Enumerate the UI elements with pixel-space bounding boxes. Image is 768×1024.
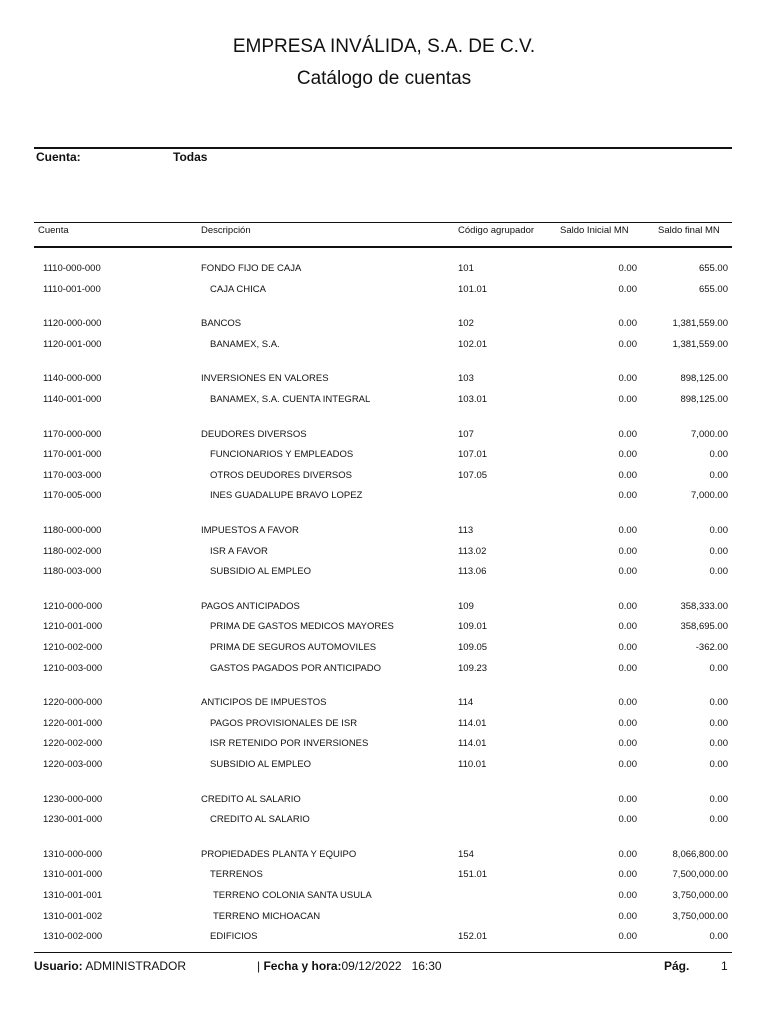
account-number: 1120-001-000 xyxy=(43,338,102,350)
grouping-code: 101 xyxy=(458,263,474,274)
account-description: FUNCIONARIOS Y EMPLEADOS xyxy=(210,449,354,461)
filter-label: Cuenta: xyxy=(36,150,81,164)
account-description: TERRENO COLONIA SANTA USULA xyxy=(213,890,372,901)
user-value: ADMINISTRADOR xyxy=(85,959,187,973)
account-number: 1170-003-000 xyxy=(43,469,102,481)
account-number: 1170-000-000 xyxy=(43,428,102,440)
account-description: ANTICIPOS DE IMPUESTOS xyxy=(201,697,327,709)
opening-balance: 0.00 xyxy=(618,373,637,385)
account-number: 1140-001-000 xyxy=(43,394,102,405)
closing-balance: 8,066,800.00 xyxy=(672,848,728,860)
opening-balance: 0.00 xyxy=(618,662,637,674)
table-row xyxy=(0,490,768,510)
opening-balance: 0.00 xyxy=(618,600,637,612)
grouping-code: 113.06 xyxy=(458,566,487,578)
footer-date: 09/12/2022 xyxy=(341,959,402,973)
grouping-code: 107.05 xyxy=(458,469,488,481)
table-row xyxy=(0,718,768,738)
closing-balance: 3,750,000.00 xyxy=(672,890,728,901)
user-label: Usuario: xyxy=(34,959,83,973)
grouping-code: 154 xyxy=(458,848,474,860)
opening-balance: 0.00 xyxy=(618,869,637,881)
account-number: 1180-002-000 xyxy=(43,545,102,557)
account-number: 1220-000-000 xyxy=(43,697,103,709)
page-label: Pág. xyxy=(664,959,690,973)
footer-separator: | xyxy=(257,959,261,973)
account-description: PRIMA DE SEGUROS AUTOMOVILES xyxy=(210,642,377,653)
closing-balance: 655.00 xyxy=(698,263,728,274)
grouping-code: 151.01 xyxy=(458,869,488,881)
grouping-code: 114.01 xyxy=(458,738,487,750)
opening-balance: 0.00 xyxy=(618,490,637,502)
closing-balance: 358,695.00 xyxy=(680,621,728,633)
grouping-code: 114.01 xyxy=(458,717,487,729)
grouping-code: 102 xyxy=(458,318,474,330)
grouping-code: 152.01 xyxy=(458,931,488,943)
account-description: CREDITO AL SALARIO xyxy=(201,793,301,805)
opening-balance: 0.00 xyxy=(618,931,637,943)
table-row xyxy=(0,449,768,469)
table-row xyxy=(0,429,768,449)
opening-balance: 0.00 xyxy=(618,449,637,461)
closing-balance: 1,381,559.00 xyxy=(672,318,728,330)
table-row xyxy=(0,931,768,951)
account-description: INES GUADALUPE BRAVO LOPEZ xyxy=(210,490,363,502)
footer-user xyxy=(34,959,186,973)
table-row xyxy=(0,525,768,545)
table-row xyxy=(0,263,768,283)
closing-balance: 3,750,000.00 xyxy=(672,910,728,922)
opening-balance: 0.00 xyxy=(618,848,637,860)
closing-balance: 7,000.00 xyxy=(691,428,728,440)
account-number: 1210-001-000 xyxy=(43,621,103,633)
grouping-code: 102.01 xyxy=(458,338,488,350)
table-row xyxy=(0,601,768,621)
header-top-divider xyxy=(34,222,732,223)
account-number: 1310-001-000 xyxy=(43,869,103,881)
account-number: 1230-001-000 xyxy=(43,814,103,826)
opening-balance: 0.00 xyxy=(618,717,637,729)
grouping-code: 109 xyxy=(458,600,474,612)
account-description: EDIFICIOS xyxy=(210,931,258,943)
closing-balance: 0.00 xyxy=(709,717,728,729)
grouping-code: 107 xyxy=(458,428,474,440)
table-row xyxy=(0,849,768,869)
closing-balance: 0.00 xyxy=(709,566,728,578)
table-row xyxy=(0,284,768,304)
col-header-saldo-inicial: Saldo Inicial MN xyxy=(560,225,629,236)
opening-balance: 0.00 xyxy=(618,621,637,633)
closing-balance: 898,125.00 xyxy=(680,373,728,385)
col-header-codigo: Código agrupador xyxy=(458,225,535,236)
col-header-saldo-final: Saldo final MN xyxy=(658,225,720,236)
account-number: 1110-001-000 xyxy=(43,283,101,295)
top-divider xyxy=(34,147,732,149)
table-row xyxy=(0,373,768,393)
grouping-code: 113.02 xyxy=(458,545,487,557)
closing-balance: 1,381,559.00 xyxy=(672,338,728,350)
opening-balance: 0.00 xyxy=(618,793,637,805)
closing-balance: 0.00 xyxy=(709,469,728,481)
account-number: 1140-000-000 xyxy=(43,373,102,385)
table-row xyxy=(0,339,768,359)
opening-balance: 0.00 xyxy=(618,642,637,653)
account-number: 1310-001-001 xyxy=(43,890,103,901)
grouping-code: 107.01 xyxy=(458,449,488,461)
report-title: Catálogo de cuentas xyxy=(296,68,472,89)
grouping-code: 109.01 xyxy=(458,621,488,633)
grouping-code: 109.05 xyxy=(458,642,488,653)
col-header-descripcion: Descripción xyxy=(201,225,251,236)
account-number: 1180-000-000 xyxy=(43,525,102,536)
account-description: PAGOS PROVISIONALES DE ISR xyxy=(210,717,358,729)
account-description: CREDITO AL SALARIO xyxy=(210,814,310,826)
account-description: CAJA CHICA xyxy=(210,283,266,295)
account-number: 1180-003-000 xyxy=(43,566,102,578)
account-description: PROPIEDADES PLANTA Y EQUIPO xyxy=(201,848,357,860)
closing-balance: 0.00 xyxy=(709,449,728,461)
account-description: BANAMEX, S.A. xyxy=(210,338,280,350)
account-number: 1170-005-000 xyxy=(43,490,102,502)
closing-balance: 0.00 xyxy=(709,931,728,943)
account-description: SUBSIDIO AL EMPLEO xyxy=(210,759,312,770)
grouping-code: 109.23 xyxy=(458,662,488,674)
opening-balance: 0.00 xyxy=(618,697,637,709)
opening-balance: 0.00 xyxy=(618,394,637,405)
closing-balance: 7,500,000.00 xyxy=(672,869,728,881)
table-row xyxy=(0,869,768,889)
closing-balance: 0.00 xyxy=(709,525,728,536)
opening-balance: 0.00 xyxy=(618,283,637,295)
account-description: DEUDORES DIVERSOS xyxy=(201,428,307,440)
table-row xyxy=(0,738,768,758)
table-row xyxy=(0,911,768,931)
account-number: 1210-000-000 xyxy=(43,600,103,612)
table-row xyxy=(0,566,768,586)
closing-balance: 0.00 xyxy=(709,662,728,674)
page-number: 1 xyxy=(721,959,728,973)
grouping-code: 101.01 xyxy=(458,283,488,295)
table-row xyxy=(0,394,768,414)
table-row xyxy=(0,318,768,338)
table-row xyxy=(0,814,768,834)
account-description: BANCOS xyxy=(201,318,242,330)
opening-balance: 0.00 xyxy=(618,318,637,330)
account-description: PRIMA DE GASTOS MEDICOS MAYORES xyxy=(210,621,394,633)
grouping-code: 110.01 xyxy=(458,759,487,770)
closing-balance: 655.00 xyxy=(698,283,728,295)
opening-balance: 0.00 xyxy=(618,428,637,440)
header-bottom-divider xyxy=(34,246,732,248)
table-row xyxy=(0,642,768,662)
account-description: PAGOS ANTICIPADOS xyxy=(201,600,300,612)
table-row xyxy=(0,890,768,910)
account-number: 1110-000-000 xyxy=(43,263,101,274)
grouping-code: 103 xyxy=(458,373,474,385)
account-number: 1170-001-000 xyxy=(43,449,102,461)
account-number: 1120-000-000 xyxy=(43,318,102,330)
opening-balance: 0.00 xyxy=(618,338,637,350)
table-row xyxy=(0,663,768,683)
closing-balance: 358,333.00 xyxy=(680,600,728,612)
col-header-cuenta: Cuenta xyxy=(38,225,69,236)
account-number: 1310-000-000 xyxy=(43,848,103,860)
account-description: OTROS DEUDORES DIVERSOS xyxy=(210,469,352,481)
account-description: TERRENOS xyxy=(210,869,263,881)
opening-balance: 0.00 xyxy=(618,910,637,922)
closing-balance: -362.00 xyxy=(695,642,728,653)
opening-balance: 0.00 xyxy=(618,814,637,826)
closing-balance: 0.00 xyxy=(709,738,728,750)
account-number: 1310-002-000 xyxy=(43,931,103,943)
account-number: 1220-002-000 xyxy=(43,738,103,750)
account-description: ISR RETENIDO POR INVERSIONES xyxy=(210,738,369,750)
opening-balance: 0.00 xyxy=(618,759,637,770)
table-row xyxy=(0,794,768,814)
opening-balance: 0.00 xyxy=(618,469,637,481)
account-description: SUBSIDIO AL EMPLEO xyxy=(210,566,312,578)
filter-value: Todas xyxy=(173,150,208,164)
account-number: 1220-001-000 xyxy=(43,717,103,729)
account-description: BANAMEX, S.A. CUENTA INTEGRAL xyxy=(210,394,371,405)
opening-balance: 0.00 xyxy=(618,525,637,536)
opening-balance: 0.00 xyxy=(618,566,637,578)
table-row xyxy=(0,470,768,490)
footer-time: 16:30 xyxy=(411,959,442,973)
opening-balance: 0.00 xyxy=(618,545,637,557)
grouping-code: 114 xyxy=(458,697,474,709)
account-description: IMPUESTOS A FAVOR xyxy=(201,525,299,536)
closing-balance: 0.00 xyxy=(709,697,728,709)
datetime-label: Fecha y hora: xyxy=(263,959,342,973)
company-name: EMPRESA INVÁLIDA, S.A. DE C.V. xyxy=(232,36,536,57)
account-number: 1210-002-000 xyxy=(43,642,103,653)
grouping-code: 113 xyxy=(458,525,474,536)
opening-balance: 0.00 xyxy=(618,890,637,901)
opening-balance: 0.00 xyxy=(618,738,637,750)
account-description: TERRENO MICHOACAN xyxy=(213,910,321,922)
closing-balance: 0.00 xyxy=(709,793,728,805)
account-number: 1310-001-002 xyxy=(43,910,103,922)
table-row xyxy=(0,621,768,641)
opening-balance: 0.00 xyxy=(618,263,637,274)
account-number: 1220-003-000 xyxy=(43,759,103,770)
account-number: 1210-003-000 xyxy=(43,662,103,674)
table-row xyxy=(0,697,768,717)
account-description: ISR A FAVOR xyxy=(210,545,268,557)
closing-balance: 0.00 xyxy=(709,545,728,557)
closing-balance: 7,000.00 xyxy=(691,490,728,502)
grouping-code: 103.01 xyxy=(458,394,488,405)
account-description: FONDO FIJO DE CAJA xyxy=(201,263,302,274)
closing-balance: 898,125.00 xyxy=(680,394,728,405)
closing-balance: 0.00 xyxy=(709,759,728,770)
table-row xyxy=(0,546,768,566)
account-description: GASTOS PAGADOS POR ANTICIPADO xyxy=(210,662,382,674)
footer-divider xyxy=(34,952,732,953)
account-description: INVERSIONES EN VALORES xyxy=(201,373,329,385)
account-number: 1230-000-000 xyxy=(43,793,103,805)
closing-balance: 0.00 xyxy=(709,814,728,826)
footer-datetime xyxy=(257,959,442,973)
table-row xyxy=(0,759,768,779)
